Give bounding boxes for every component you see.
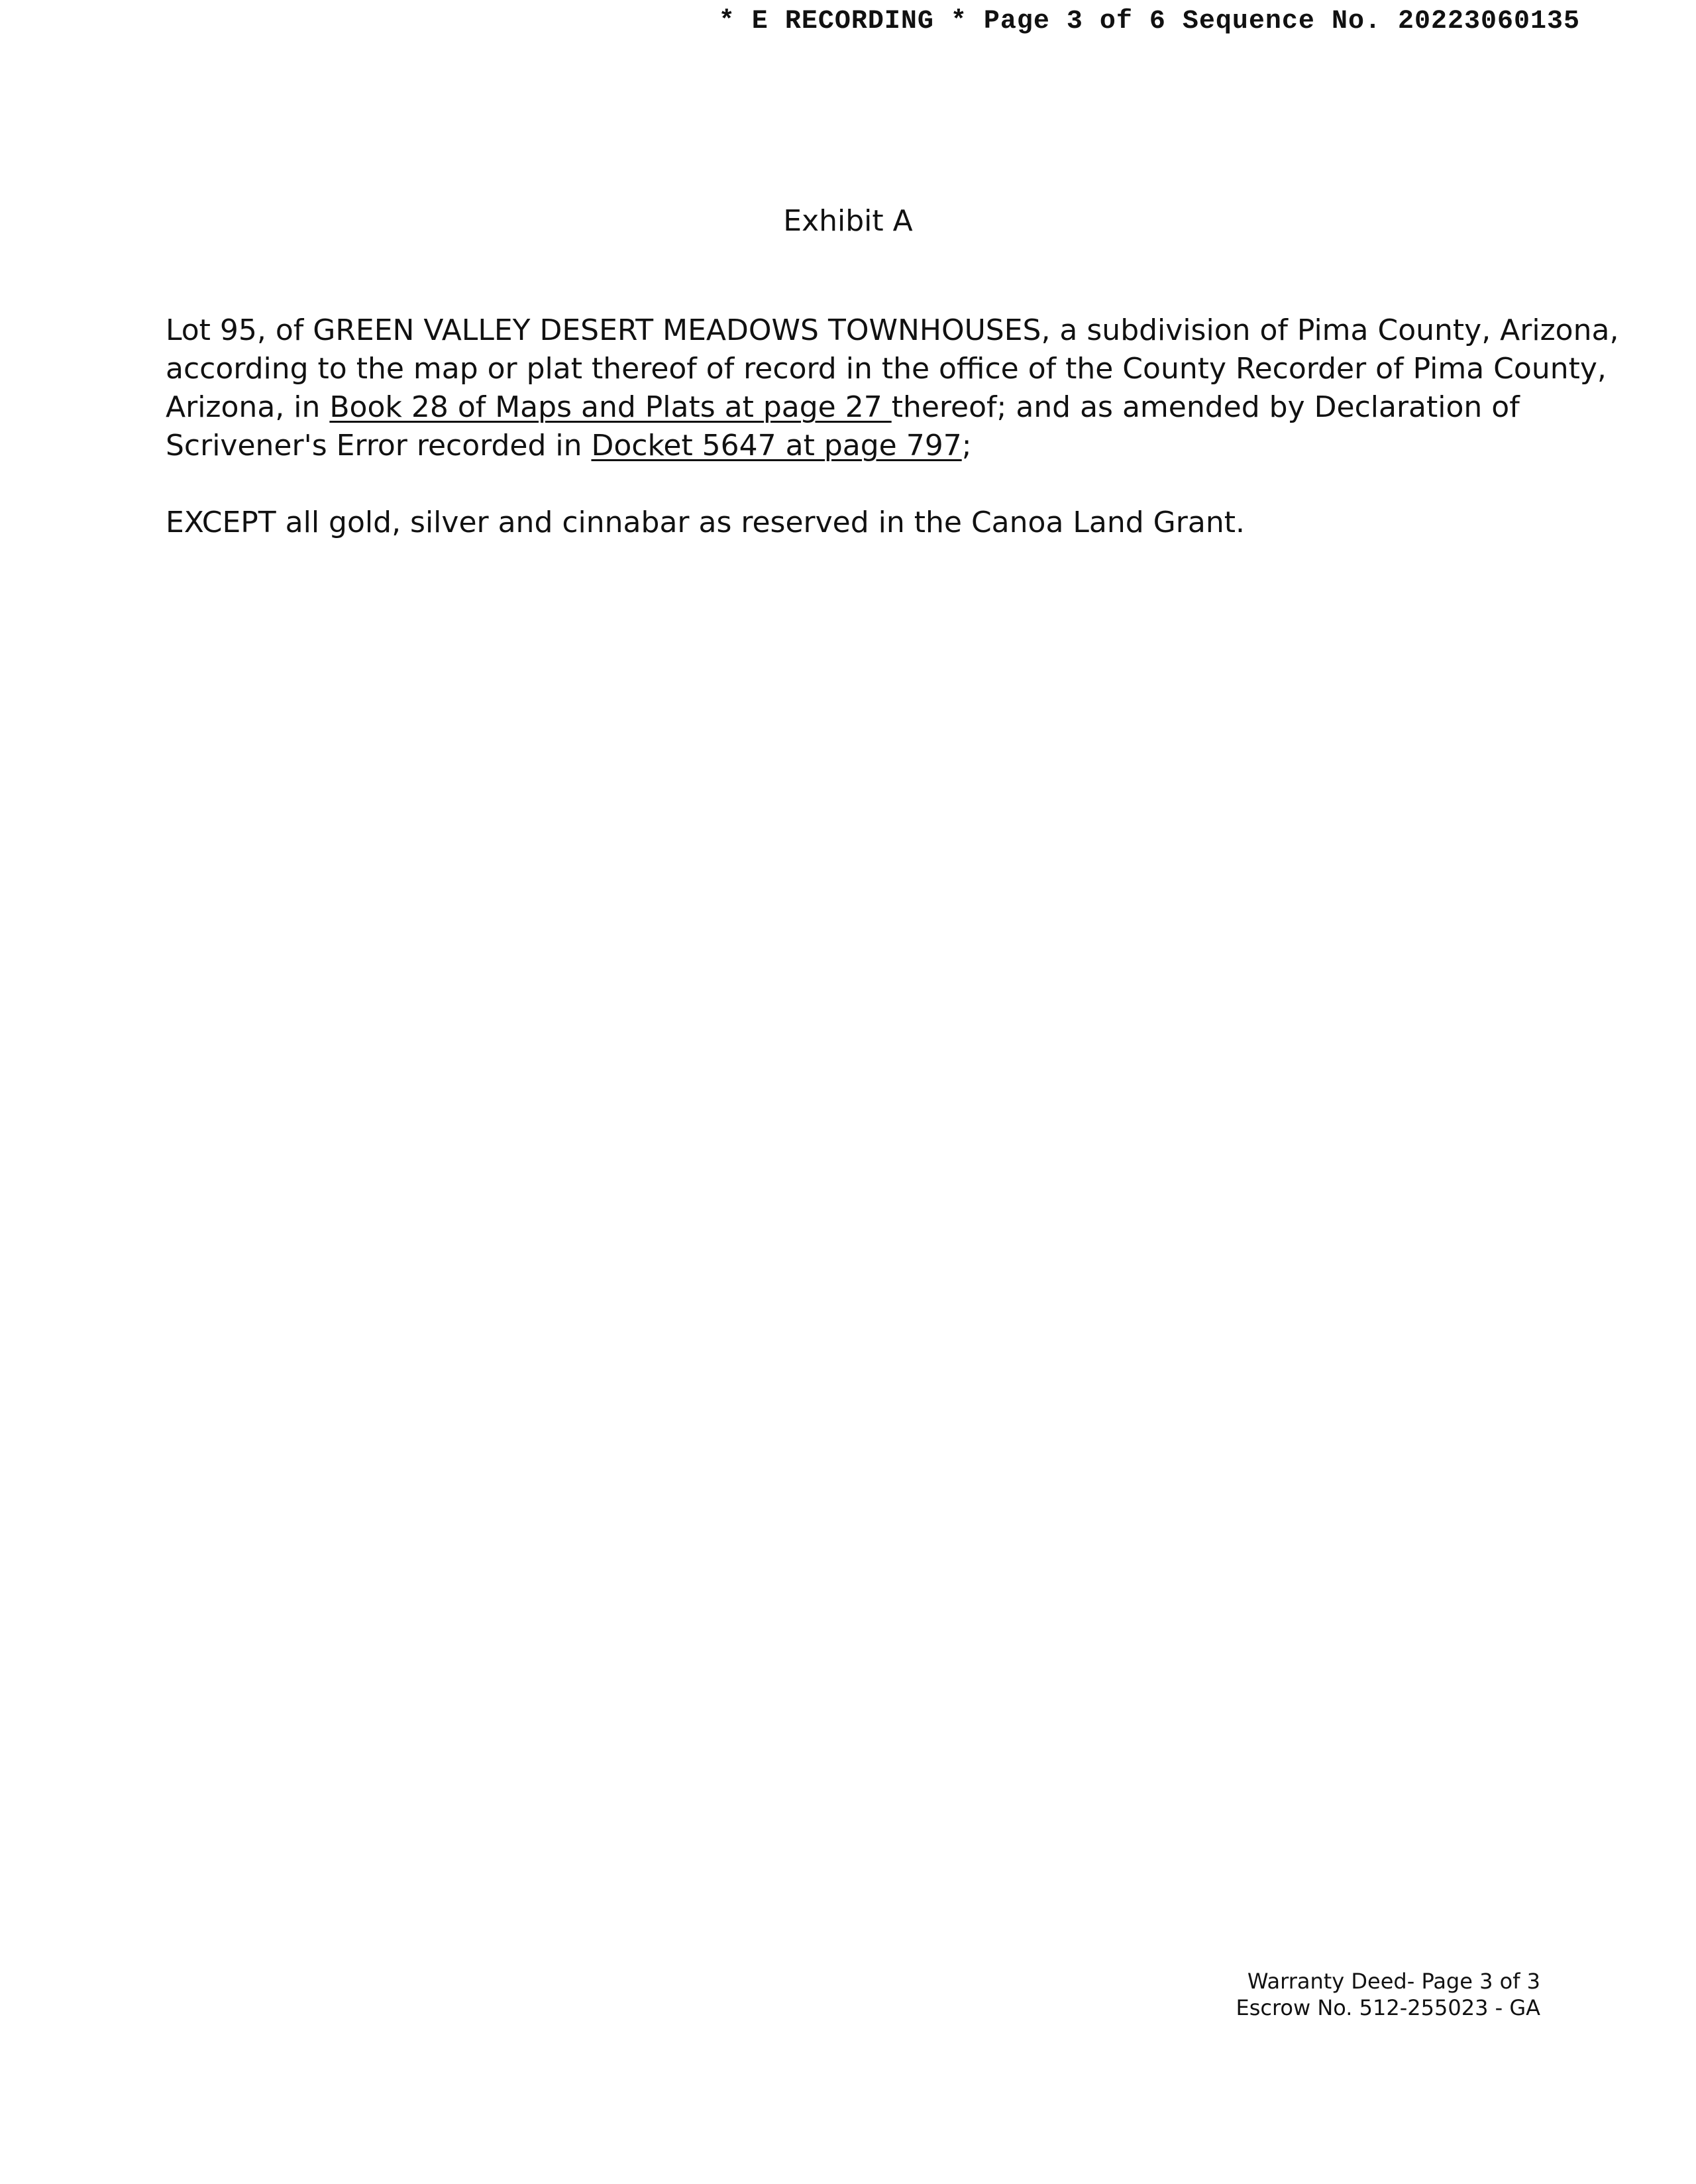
line-4-prefix: Scrivener's Error recorded in bbox=[166, 429, 592, 463]
lot-description-line-3 bbox=[166, 388, 1544, 427]
recording-stamp: * E RECORDING * Page 3 of 6 Sequence No. 20223060135 bbox=[718, 7, 1580, 36]
document-page-label: Warranty Deed- Page 3 of 3 bbox=[1247, 1969, 1540, 1994]
line-3-suffix: thereof; and as amended by Declaration of bbox=[891, 390, 1520, 424]
lot-description-line-2: according to the map or plat thereof of record in the office of the County Recorder of Pima County, bbox=[166, 352, 1607, 386]
mineral-exception-paragraph: EXCEPT all gold, silver and cinnabar as reserved in the Canoa Land Grant. bbox=[166, 506, 1245, 539]
lot-description-paragraph bbox=[166, 311, 1619, 465]
lot-description-line-1: Lot 95, of GREEN VALLEY DESERT MEADOWS TOWNHOUSES, a subdivision of Pima County, Arizona, bbox=[166, 313, 1619, 347]
page-footer bbox=[1236, 1968, 1540, 2021]
line-3-prefix: Arizona, in bbox=[166, 390, 330, 424]
legal-description bbox=[166, 311, 1619, 542]
line-4-suffix: ; bbox=[961, 429, 972, 463]
escrow-number: Escrow No. 512-255023 - GA bbox=[1236, 1995, 1540, 2020]
lot-description-line-4 bbox=[166, 427, 1544, 465]
docket-reference: Docket 5647 at page 797 bbox=[591, 429, 962, 463]
exhibit-title: Exhibit A bbox=[783, 204, 913, 238]
book-reference: Book 28 of Maps and Plats at page 27 bbox=[329, 390, 892, 424]
